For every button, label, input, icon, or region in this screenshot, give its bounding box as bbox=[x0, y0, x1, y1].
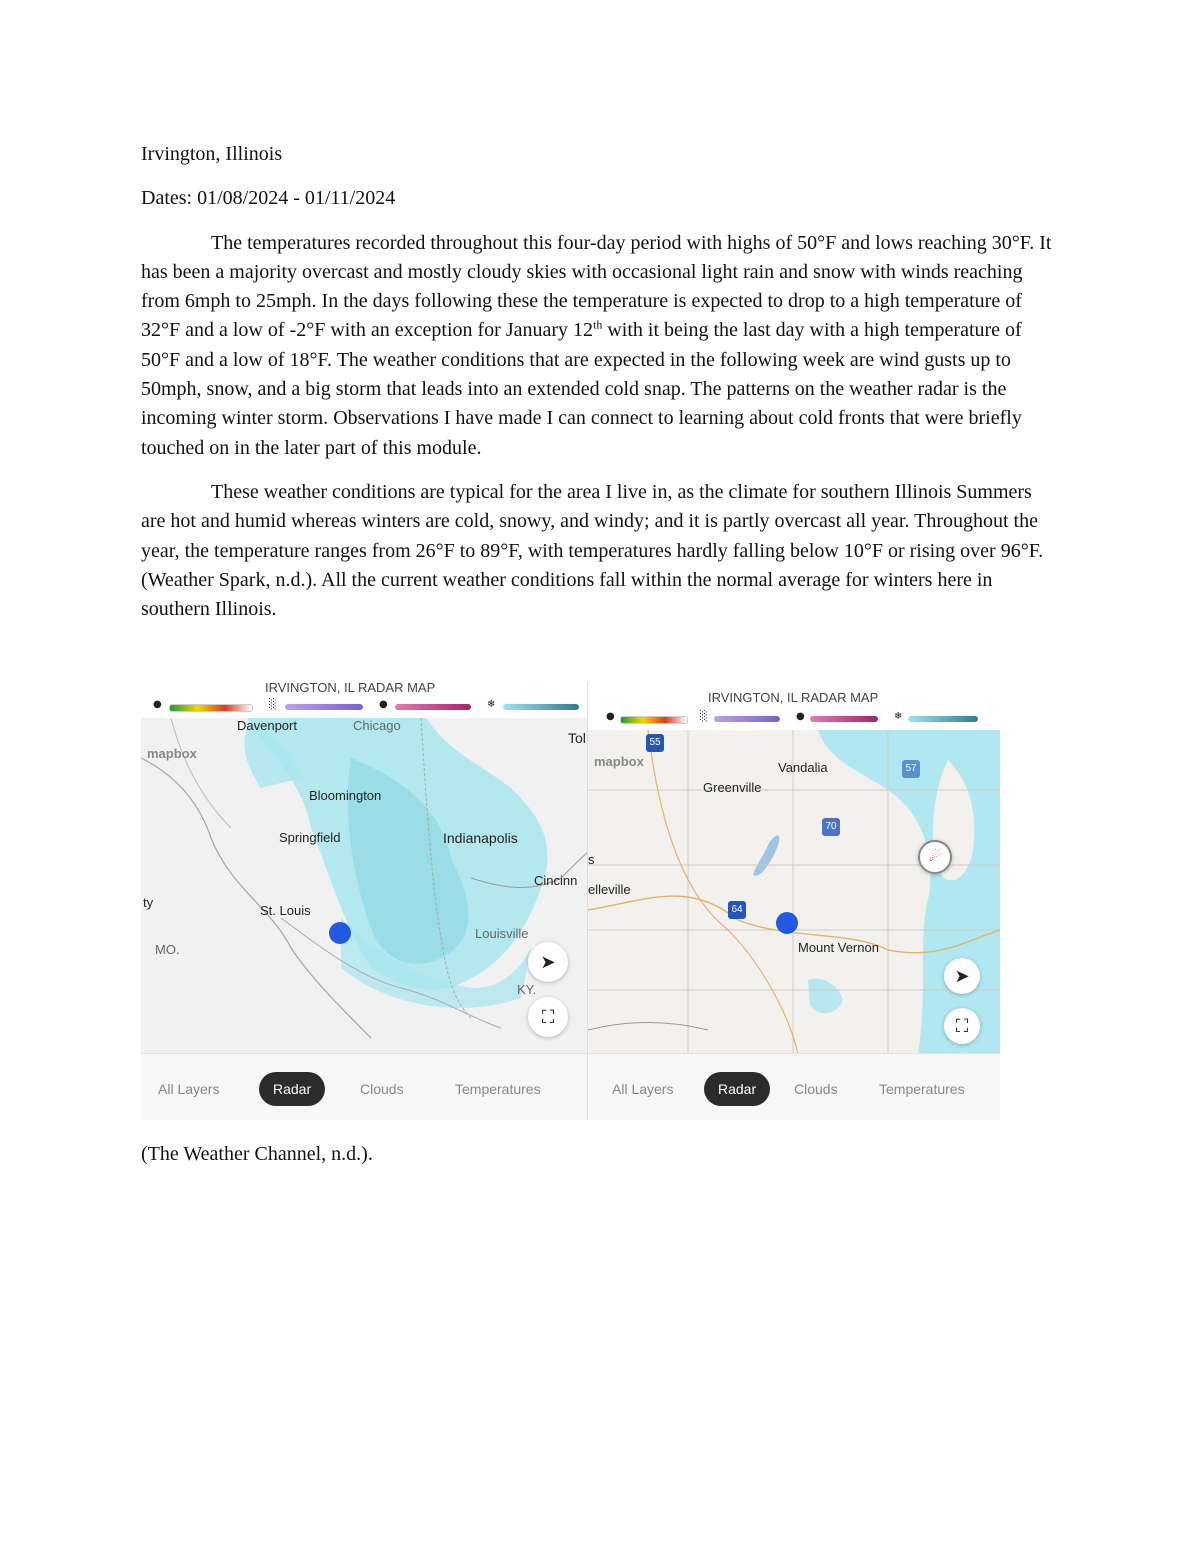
tab-temperatures[interactable]: Temperatures bbox=[455, 1081, 541, 1097]
place-label: Springfield bbox=[279, 830, 341, 845]
place-label: Louisville bbox=[475, 926, 529, 941]
highway-shield-icon: 57 bbox=[902, 760, 920, 778]
tab-radar[interactable]: Radar bbox=[704, 1072, 770, 1106]
mix-icon: ░ bbox=[269, 699, 277, 710]
place-label: Bloomington bbox=[309, 788, 382, 803]
place-label: Vandalia bbox=[778, 760, 828, 775]
place-label: MO. bbox=[155, 942, 180, 957]
ice-scale bbox=[810, 716, 878, 722]
locate-arrow-icon[interactable]: ➤ bbox=[944, 958, 980, 994]
place-label: Tol bbox=[568, 730, 586, 746]
paragraph-1-part-a: The temperatures recorded throughout this four-day period with highs of 50°F and lows reaching 30°F. It has been a majority overcast and mostly cloudy skies with occasional light rain and snow with winds reaching from 6mph to 25mph. In the days following these the temperature is expected to drop to a high temperature of 32°F and a low of -2°F with an exception for January 12 bbox=[141, 231, 1052, 342]
map-header bbox=[141, 676, 587, 718]
fullscreen-icon[interactable]: ⛶ bbox=[528, 997, 568, 1037]
tab-temperatures[interactable]: Temperatures bbox=[879, 1081, 965, 1097]
place-label: Greenville bbox=[703, 780, 762, 795]
place-label: ty bbox=[143, 895, 154, 910]
highway-shield-icon: 64 bbox=[728, 901, 746, 919]
figure-caption: (The Weather Channel, n.d.). bbox=[141, 1143, 373, 1165]
mix-scale bbox=[285, 704, 363, 710]
rain-drop-icon: ● bbox=[606, 711, 615, 722]
tab-clouds[interactable]: Clouds bbox=[360, 1081, 404, 1097]
document-heading: Irvington, Illinois bbox=[141, 143, 283, 165]
snowflake-icon: ❄ bbox=[487, 699, 496, 710]
map-canvas[interactable] bbox=[588, 730, 1000, 1054]
rain-drop-icon: ● bbox=[153, 699, 162, 710]
ice-drop-icon: ● bbox=[379, 699, 388, 710]
tab-radar[interactable]: Radar bbox=[259, 1072, 325, 1106]
paragraph-1 bbox=[141, 229, 1061, 463]
document-body bbox=[141, 140, 1061, 639]
rain-scale bbox=[169, 704, 253, 712]
rain-scale bbox=[620, 716, 688, 724]
map-title: IRVINGTON, IL RADAR MAP bbox=[708, 690, 879, 705]
place-label: Cincinn bbox=[534, 873, 578, 888]
ice-scale bbox=[395, 704, 471, 710]
place-label: St. Louis bbox=[260, 903, 311, 918]
document-dates: Dates: 01/08/2024 - 01/11/2024 bbox=[141, 187, 396, 210]
highway-shield-icon: 55 bbox=[646, 734, 664, 752]
ice-drop-icon: ● bbox=[796, 711, 805, 722]
mapbox-logo: mapbox bbox=[594, 754, 644, 769]
layer-tabs bbox=[141, 1053, 587, 1120]
place-label: s bbox=[588, 852, 595, 867]
place-label: Davenport bbox=[237, 718, 297, 733]
layer-tabs bbox=[588, 1053, 1000, 1120]
mix-icon: ░ bbox=[700, 711, 708, 722]
map-canvas[interactable] bbox=[141, 718, 587, 1054]
map-header bbox=[588, 682, 1000, 730]
radar-map-local bbox=[587, 682, 1000, 1120]
paragraph-1-part-b: with it being the last day with a high temperature of 50°F and a low of 18°F. The weather conditions that are expected in the following week are wind gusts up to 50mph, snow, and a big storm that leads into an extended cold snap. The patterns on the weather radar is the incoming winter storm. Observations I have made I can connect to learning about cold fronts that were briefly touched on in the later part of this module. bbox=[141, 319, 1022, 459]
place-label: Indianapolis bbox=[443, 830, 518, 846]
locate-arrow-icon[interactable]: ➤ bbox=[528, 942, 568, 982]
paragraph-2: These weather conditions are typical for the area I live in, as the climate for southern Illinois Summers are hot and humid whereas winters are cold, snowy, and windy; and it is partly overcast all year. Throughout the year, the temperature ranges from 26°F to 89°F, with temperatures hardly falling below 10°F or rising over 96°F. (Weather Spark, n.d.). All the current weather conditions fall within the normal average for winters here in southern Illinois. bbox=[141, 480, 1044, 621]
radar-map-figure bbox=[141, 676, 1001, 1122]
storm-alert-icon[interactable]: ☄ bbox=[918, 840, 952, 874]
place-label: elleville bbox=[588, 882, 631, 897]
mix-scale bbox=[714, 716, 780, 722]
radar-map-regional bbox=[141, 676, 587, 1120]
place-label: Mount Vernon bbox=[798, 940, 879, 955]
map-title: IRVINGTON, IL RADAR MAP bbox=[265, 680, 436, 695]
highway-shield-icon: 70 bbox=[822, 818, 840, 836]
tab-all-layers[interactable]: All Layers bbox=[158, 1081, 220, 1097]
snow-scale bbox=[908, 716, 978, 722]
current-location-dot bbox=[329, 922, 351, 944]
fullscreen-icon[interactable]: ⛶ bbox=[944, 1008, 980, 1044]
place-label: Chicago bbox=[353, 718, 401, 733]
snowflake-icon: ❄ bbox=[894, 711, 903, 722]
current-location-dot bbox=[776, 912, 798, 934]
mapbox-logo: mapbox bbox=[147, 746, 197, 761]
tab-clouds[interactable]: Clouds bbox=[794, 1081, 838, 1097]
snow-scale bbox=[503, 704, 579, 710]
tab-all-layers[interactable]: All Layers bbox=[612, 1081, 674, 1097]
ordinal-suffix: th bbox=[593, 317, 603, 332]
place-label: KY. bbox=[517, 982, 537, 997]
